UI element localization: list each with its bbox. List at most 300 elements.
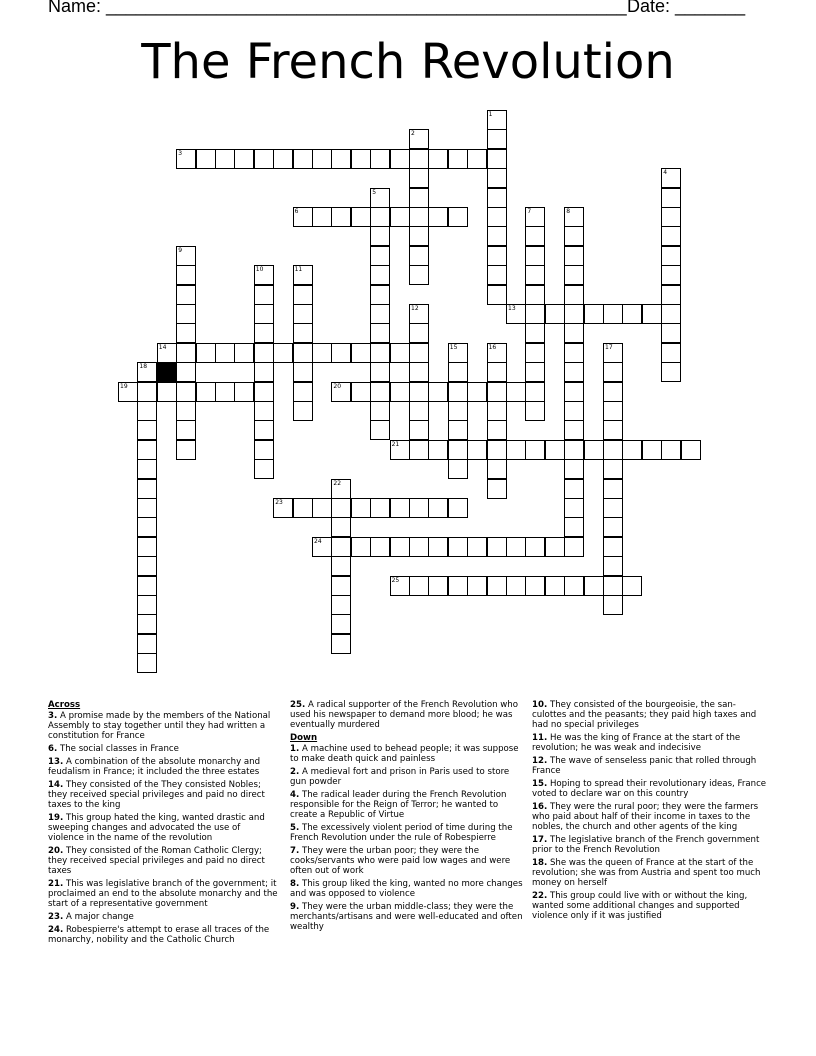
grid-cell[interactable] — [603, 595, 623, 615]
grid-cell[interactable] — [428, 382, 448, 402]
cell-number: 13 — [508, 305, 516, 312]
down-clue — [532, 700, 770, 730]
grid-cell[interactable] — [390, 207, 410, 227]
grid-cell[interactable] — [137, 537, 157, 557]
grid-cell[interactable] — [312, 207, 332, 227]
grid-cell[interactable] — [137, 382, 157, 402]
grid-cell[interactable] — [428, 537, 448, 557]
grid-cell[interactable] — [351, 382, 371, 402]
grid-cell[interactable] — [254, 459, 274, 479]
clue-text: The wave of senseless panic that rolled through France — [532, 756, 757, 776]
grid-cell[interactable] — [467, 149, 487, 169]
grid-cell[interactable] — [409, 226, 429, 246]
grid-cell[interactable] — [273, 498, 293, 518]
grid-cell[interactable] — [137, 595, 157, 615]
grid-cell[interactable] — [273, 149, 293, 169]
grid-cell[interactable] — [176, 265, 196, 285]
grid-cell[interactable] — [506, 576, 526, 596]
grid-cell[interactable] — [293, 304, 313, 324]
clue-number: 3. — [48, 711, 58, 721]
grid-cell[interactable] — [448, 207, 468, 227]
grid-cell[interactable] — [545, 304, 565, 324]
grid-cell[interactable] — [661, 207, 681, 227]
clue-text: A medieval fort and prison in Paris used to store gun powder — [290, 767, 510, 787]
clue-number: 5. — [290, 823, 300, 833]
grid-cell[interactable] — [409, 323, 429, 343]
clue-text: She was the queen of France at the start of the revolution; she was from Austria and spent too much money on herself — [532, 858, 761, 888]
cell-number: 2 — [411, 130, 415, 138]
grid-cell[interactable] — [622, 440, 642, 460]
grid-cell[interactable] — [331, 595, 351, 615]
clue-number: 20. — [48, 846, 64, 856]
grid-cell[interactable] — [448, 382, 468, 402]
grid-cell[interactable] — [525, 537, 545, 557]
grid-cell[interactable] — [331, 382, 351, 402]
grid-cell[interactable] — [331, 343, 351, 363]
grid-cell[interactable] — [409, 498, 429, 518]
grid-cell[interactable] — [487, 382, 507, 402]
date-field-label: Date: _______ — [627, 0, 746, 16]
grid-cell[interactable] — [196, 149, 216, 169]
grid-cell[interactable] — [564, 479, 584, 499]
grid-cell[interactable] — [603, 343, 623, 363]
grid-cell[interactable] — [234, 149, 254, 169]
grid-cell[interactable] — [176, 304, 196, 324]
grid-cell[interactable] — [448, 440, 468, 460]
grid-cell[interactable] — [506, 537, 526, 557]
grid-cell[interactable] — [370, 343, 390, 363]
grid-cell[interactable] — [351, 343, 371, 363]
grid-cell[interactable] — [390, 440, 410, 460]
clue-number: 10. — [532, 700, 548, 710]
across-heading: Across — [48, 700, 81, 710]
grid-cell[interactable] — [254, 343, 274, 363]
grid-cell[interactable] — [176, 362, 196, 382]
grid-cell[interactable] — [254, 285, 274, 305]
grid-cell[interactable] — [584, 440, 604, 460]
grid-cell[interactable] — [525, 323, 545, 343]
grid-cell[interactable] — [603, 362, 623, 382]
grid-cell[interactable] — [293, 323, 313, 343]
grid-cell[interactable] — [467, 440, 487, 460]
grid-cell[interactable] — [545, 440, 565, 460]
grid-cell[interactable] — [564, 382, 584, 402]
grid-cell[interactable] — [409, 401, 429, 421]
grid-cell[interactable] — [467, 537, 487, 557]
grid-cell[interactable] — [661, 440, 681, 460]
grid-cell[interactable] — [137, 576, 157, 596]
grid-cell[interactable] — [525, 207, 545, 227]
grid-cell[interactable] — [448, 149, 468, 169]
grid-cell[interactable] — [254, 382, 274, 402]
grid-cell[interactable] — [603, 304, 623, 324]
grid-cell[interactable] — [137, 420, 157, 440]
grid-cell[interactable] — [254, 323, 274, 343]
grid-cell[interactable] — [603, 382, 623, 402]
grid-cell[interactable] — [467, 576, 487, 596]
grid-cell[interactable] — [487, 401, 507, 421]
grid-cell[interactable] — [409, 362, 429, 382]
grid-cell[interactable] — [390, 576, 410, 596]
grid-cell[interactable] — [215, 343, 235, 363]
grid-cell[interactable] — [293, 207, 313, 227]
grid-cell[interactable] — [487, 285, 507, 305]
grid-cell[interactable] — [118, 382, 138, 402]
grid-cell[interactable] — [428, 207, 448, 227]
grid-cell[interactable] — [351, 207, 371, 227]
cell-number: 21 — [391, 440, 400, 448]
grid-cell[interactable] — [331, 556, 351, 576]
clue-text: A combination of the absolute monarchy and feudalism in France; it included the three estates — [48, 757, 261, 777]
grid-cell[interactable] — [661, 304, 681, 324]
grid-cell[interactable] — [448, 401, 468, 421]
grid-cell[interactable] — [293, 498, 313, 518]
down-clue — [290, 744, 525, 764]
grid-cell[interactable] — [196, 343, 216, 363]
grid-cell[interactable] — [525, 265, 545, 285]
grid-cell[interactable] — [603, 517, 623, 537]
grid-cell[interactable] — [390, 149, 410, 169]
grid-cell[interactable] — [603, 459, 623, 479]
grid-cell[interactable] — [448, 420, 468, 440]
grid-cell[interactable] — [622, 576, 642, 596]
cell-number: 4 — [663, 169, 668, 177]
grid-cell[interactable] — [370, 304, 390, 324]
grid-cell[interactable] — [448, 498, 468, 518]
across-clue — [48, 925, 278, 945]
grid-cell[interactable] — [390, 498, 410, 518]
grid-cell[interactable] — [525, 226, 545, 246]
grid-cell[interactable] — [176, 420, 196, 440]
grid-cell[interactable] — [137, 440, 157, 460]
grid-cell[interactable] — [137, 653, 157, 673]
grid-cell[interactable] — [448, 537, 468, 557]
grid-cell[interactable] — [525, 362, 545, 382]
grid-cell[interactable] — [196, 382, 216, 402]
grid-cell[interactable] — [584, 576, 604, 596]
grid-cell[interactable] — [409, 168, 429, 188]
grid-cell[interactable] — [487, 129, 507, 149]
grid-cell[interactable] — [661, 343, 681, 363]
grid-cell[interactable] — [642, 304, 662, 324]
grid-cell[interactable] — [564, 362, 584, 382]
grid-cell[interactable] — [564, 304, 584, 324]
grid-cell[interactable] — [525, 285, 545, 305]
grid-cell[interactable] — [487, 168, 507, 188]
grid-cell[interactable] — [293, 382, 313, 402]
grid-cell[interactable] — [370, 323, 390, 343]
grid-cell[interactable] — [351, 498, 371, 518]
grid-cell[interactable] — [428, 498, 448, 518]
grid-cell[interactable] — [254, 265, 274, 285]
grid-cell[interactable] — [525, 382, 545, 402]
grid-cell[interactable] — [564, 343, 584, 363]
grid-cell[interactable] — [176, 323, 196, 343]
grid-cell[interactable] — [564, 226, 584, 246]
grid-cell[interactable] — [137, 459, 157, 479]
grid-cell[interactable] — [661, 265, 681, 285]
grid-cell[interactable] — [525, 246, 545, 266]
grid-cell[interactable] — [487, 420, 507, 440]
cell-number: 23 — [275, 499, 283, 506]
cell-number: 3 — [178, 149, 183, 157]
grid-cell[interactable] — [409, 246, 429, 266]
grid-cell[interactable] — [176, 285, 196, 305]
grid-cell[interactable] — [176, 401, 196, 421]
grid-cell[interactable] — [448, 362, 468, 382]
grid-cell[interactable] — [428, 149, 448, 169]
grid-cell[interactable] — [506, 304, 526, 324]
grid-cell[interactable] — [622, 304, 642, 324]
grid-cell[interactable] — [487, 246, 507, 266]
clue-text: A machine used to behead people; it was suppose to make death quick and painless — [290, 744, 519, 764]
grid-cell[interactable] — [137, 556, 157, 576]
grid-cell[interactable] — [331, 576, 351, 596]
grid-cell[interactable] — [370, 498, 390, 518]
grid-cell[interactable] — [331, 634, 351, 654]
grid-cell[interactable] — [176, 382, 196, 402]
clue-number: 4. — [290, 790, 300, 800]
grid-cell[interactable] — [370, 226, 390, 246]
grid-cell[interactable] — [487, 226, 507, 246]
grid-cell[interactable] — [409, 188, 429, 208]
grid-cell[interactable] — [487, 459, 507, 479]
grid-cell[interactable] — [331, 537, 351, 557]
grid-cell[interactable] — [351, 537, 371, 557]
grid-cell[interactable] — [487, 265, 507, 285]
grid-cell[interactable] — [564, 207, 584, 227]
grid-cell[interactable] — [564, 323, 584, 343]
grid-cell[interactable] — [603, 440, 623, 460]
grid-cell[interactable] — [293, 362, 313, 382]
grid-cell[interactable] — [564, 265, 584, 285]
grid-cell[interactable] — [370, 362, 390, 382]
grid-cell[interactable] — [370, 149, 390, 169]
down-clue — [532, 835, 770, 855]
cell-number: 11 — [294, 266, 303, 274]
grid-cell[interactable] — [487, 188, 507, 208]
clue-number: 7. — [290, 846, 300, 856]
grid-cell[interactable] — [525, 576, 545, 596]
grid-cell[interactable] — [157, 343, 177, 363]
grid-cell[interactable] — [545, 537, 565, 557]
clue-number: 8. — [290, 879, 300, 889]
grid-cell[interactable] — [370, 188, 390, 208]
grid-cell[interactable] — [564, 537, 584, 557]
grid-cell[interactable] — [603, 498, 623, 518]
grid-cell[interactable] — [157, 382, 177, 402]
grid-cell[interactable] — [525, 440, 545, 460]
across-clue — [290, 700, 525, 730]
down-clue — [532, 802, 770, 832]
grid-cell[interactable] — [409, 129, 429, 149]
grid-cell[interactable] — [254, 440, 274, 460]
grid-cell[interactable] — [564, 459, 584, 479]
grid-cell[interactable] — [603, 479, 623, 499]
grid-cell[interactable] — [254, 362, 274, 382]
grid-cell[interactable] — [487, 479, 507, 499]
grid-cell[interactable] — [661, 285, 681, 305]
grid-cell[interactable] — [370, 382, 390, 402]
grid-cell[interactable] — [661, 246, 681, 266]
grid-cell[interactable] — [506, 440, 526, 460]
cell-number: 18 — [139, 363, 148, 371]
grid-cell[interactable] — [370, 401, 390, 421]
clue-text: Hoping to spread their revolutionary ideas, France voted to declare war on this country — [532, 779, 767, 799]
down-clue — [532, 733, 770, 753]
grid-cell[interactable] — [137, 614, 157, 634]
grid-cell[interactable] — [215, 149, 235, 169]
cell-number: 19 — [120, 382, 128, 390]
grid-cell[interactable] — [564, 498, 584, 518]
cell-number: 24 — [314, 537, 322, 545]
grid-cell[interactable] — [642, 440, 662, 460]
grid-cell[interactable] — [409, 440, 429, 460]
grid-cell[interactable] — [603, 537, 623, 557]
grid-cell[interactable] — [234, 343, 254, 363]
grid-cell[interactable] — [564, 285, 584, 305]
clue-number: 22. — [532, 891, 548, 901]
clue-text: A radical supporter of the French Revolution who used his newspaper to demand more blood; he was eventually murdered — [290, 700, 519, 730]
grid-cell[interactable] — [409, 343, 429, 363]
grid-cell[interactable] — [137, 401, 157, 421]
grid-cell[interactable] — [603, 420, 623, 440]
grid-cell[interactable] — [409, 537, 429, 557]
grid-cell[interactable] — [564, 246, 584, 266]
grid-cell[interactable] — [312, 343, 332, 363]
grid-cell[interactable] — [661, 168, 681, 188]
grid-cell[interactable] — [312, 149, 332, 169]
grid-cell[interactable] — [176, 246, 196, 266]
grid-cell[interactable] — [137, 634, 157, 654]
grid-cell[interactable] — [487, 537, 507, 557]
clue-text: They consisted of the They consisted Nobles; they received special privileges and paid no direct taxes to the king — [48, 780, 265, 810]
grid-cell[interactable] — [370, 207, 390, 227]
grid-cell[interactable] — [370, 285, 390, 305]
grid-cell[interactable] — [661, 188, 681, 208]
grid-cell[interactable] — [564, 440, 584, 460]
grid-cell[interactable] — [564, 401, 584, 421]
grid-cell[interactable] — [564, 420, 584, 440]
clue-number: 13. — [48, 757, 64, 767]
grid-cell[interactable] — [390, 537, 410, 557]
grid-cell[interactable] — [448, 343, 468, 363]
grid-cell[interactable] — [603, 401, 623, 421]
grid-cell[interactable] — [545, 576, 565, 596]
down-clue — [290, 846, 525, 876]
grid-cell[interactable] — [448, 459, 468, 479]
grid-cell[interactable] — [331, 207, 351, 227]
grid-cell[interactable] — [603, 576, 623, 596]
grid-cell[interactable] — [176, 440, 196, 460]
grid-cell[interactable] — [525, 304, 545, 324]
clue-number: 25. — [290, 700, 306, 710]
grid-cell[interactable] — [234, 382, 254, 402]
grid-cell[interactable] — [370, 246, 390, 266]
grid-cell[interactable] — [293, 343, 313, 363]
clue-text: The social classes in France — [57, 744, 179, 754]
grid-cell[interactable] — [370, 265, 390, 285]
grid-cell[interactable] — [331, 498, 351, 518]
grid-cell[interactable] — [487, 440, 507, 460]
grid-cell[interactable] — [409, 304, 429, 324]
grid-cell[interactable] — [293, 149, 313, 169]
grid-cell[interactable] — [331, 149, 351, 169]
grid-cell[interactable] — [525, 401, 545, 421]
cell-number: 1 — [488, 111, 493, 118]
grid-cell[interactable] — [370, 420, 390, 440]
grid-cell[interactable] — [564, 576, 584, 596]
grid-cell[interactable] — [681, 440, 701, 460]
grid-cell[interactable] — [215, 382, 235, 402]
grid-cell[interactable] — [331, 479, 351, 499]
grid-cell[interactable] — [137, 517, 157, 537]
grid-cell[interactable] — [409, 207, 429, 227]
grid-cell[interactable] — [176, 149, 196, 169]
grid-cell[interactable] — [331, 517, 351, 537]
grid-cell[interactable] — [467, 382, 487, 402]
grid-cell[interactable] — [487, 343, 507, 363]
grid-cell[interactable] — [409, 265, 429, 285]
cell-number: 7 — [527, 208, 532, 215]
grid-cell[interactable] — [428, 440, 448, 460]
grid-cell[interactable] — [351, 149, 371, 169]
grid-cell[interactable] — [137, 479, 157, 499]
grid-cell[interactable] — [428, 576, 448, 596]
grid-cell[interactable] — [525, 343, 545, 363]
grid-cell[interactable] — [331, 614, 351, 634]
grid-cell[interactable] — [487, 362, 507, 382]
grid-cell[interactable] — [293, 285, 313, 305]
grid-cell[interactable] — [661, 362, 681, 382]
grid-cell[interactable] — [390, 343, 410, 363]
down-clue — [290, 790, 525, 820]
grid-cell[interactable] — [409, 420, 429, 440]
grid-cell[interactable] — [506, 382, 526, 402]
grid-cell[interactable] — [584, 304, 604, 324]
grid-cell[interactable] — [293, 401, 313, 421]
clues-column-3 — [532, 700, 770, 924]
grid-cell[interactable] — [390, 382, 410, 402]
grid-cell[interactable] — [312, 498, 332, 518]
grid-cell[interactable] — [273, 343, 293, 363]
grid-cell[interactable] — [487, 149, 507, 169]
grid-cell[interactable] — [409, 576, 429, 596]
grid-cell[interactable] — [370, 537, 390, 557]
grid-cell[interactable] — [603, 556, 623, 576]
grid-cell[interactable] — [137, 498, 157, 518]
clue-number: 19. — [48, 813, 64, 823]
grid-cell[interactable] — [254, 420, 274, 440]
cell-number: 8 — [566, 208, 571, 215]
grid-cell[interactable] — [448, 576, 468, 596]
grid-cell[interactable] — [293, 265, 313, 285]
grid-cell[interactable] — [409, 149, 429, 169]
grid-cell[interactable] — [176, 343, 196, 363]
grid-cell[interactable] — [487, 207, 507, 227]
grid-cell[interactable] — [312, 537, 332, 557]
grid-cell[interactable] — [487, 110, 507, 130]
grid-cell[interactable] — [254, 149, 274, 169]
grid-cell[interactable] — [661, 226, 681, 246]
grid-cell[interactable] — [564, 517, 584, 537]
grid-cell[interactable] — [254, 304, 274, 324]
grid-cell[interactable] — [254, 401, 274, 421]
grid-cell[interactable] — [661, 323, 681, 343]
grid-cell[interactable] — [487, 576, 507, 596]
grid-cell[interactable] — [409, 382, 429, 402]
grid-cell[interactable] — [137, 362, 157, 382]
